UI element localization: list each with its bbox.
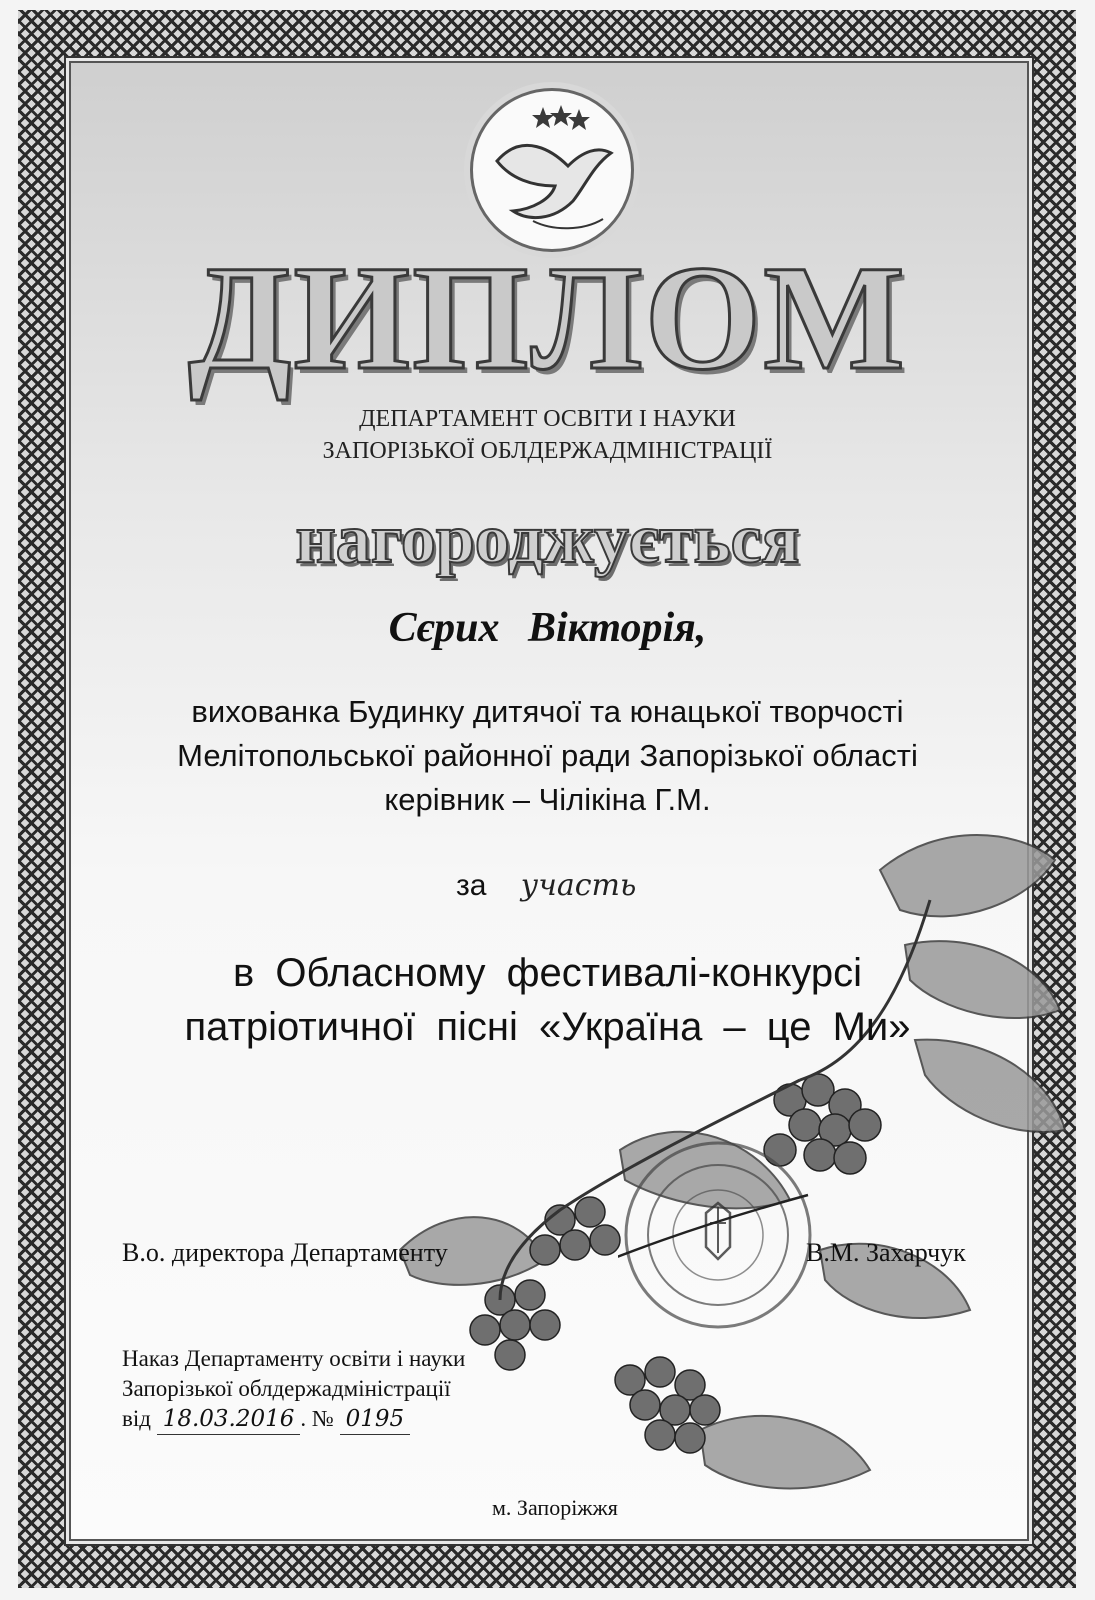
order-number: 0195 xyxy=(340,1404,411,1435)
order-date: 18.03.2016 xyxy=(157,1404,301,1435)
description-line-1: вихованка Будинку дитячої та юнацької творчості xyxy=(191,694,904,729)
description-line-3: керівник – Чілікіна Г.М. xyxy=(384,782,711,817)
department-line-1: ДЕПАРТАМЕНТ ОСВІТИ І НАУКИ xyxy=(359,406,736,432)
signatory-position: В.о. директора Департаменту xyxy=(122,1238,448,1267)
order-from-label: від xyxy=(122,1406,151,1431)
order-reference xyxy=(122,1344,465,1435)
dove-with-stars-icon xyxy=(470,88,634,252)
order-line-1: Наказ Департаменту освіти і науки xyxy=(122,1346,466,1371)
handwritten-reason: участь xyxy=(520,868,637,903)
awarded-heading: нагороджується xyxy=(295,501,800,578)
official-seal-icon xyxy=(618,1135,818,1335)
order-line-3: від 18.03.2016 . № 0195 xyxy=(122,1404,465,1435)
contest-name xyxy=(0,946,1095,1054)
city: м. Запоріжжя xyxy=(492,1495,618,1520)
award-reason xyxy=(456,868,636,903)
order-number-label: № xyxy=(311,1406,334,1431)
recipient-description xyxy=(0,690,1095,822)
contest-line-1: в Обласному фестивалі-конкурсі xyxy=(233,951,862,995)
contest-line-2: патріотичної пісні «Україна – це Ми» xyxy=(184,1005,911,1049)
diploma-title: ДИПЛОМ xyxy=(188,235,907,401)
signatory-name: В.М. Захарчук xyxy=(806,1238,966,1267)
signature-block xyxy=(122,1238,1002,1268)
recipient-name: Сєрих Вікторія, xyxy=(388,605,707,651)
description-line-2: Мелітопольської районної ради Запорізької області xyxy=(177,738,918,773)
department-name xyxy=(0,403,1095,467)
department-line-2: ЗАПОРІЗЬКОЇ ОБЛДЕРЖАДМІНІСТРАЦІЇ xyxy=(322,438,773,464)
for-label: за xyxy=(456,869,487,902)
order-line-2: Запорізької облдержадміністрації xyxy=(122,1376,451,1401)
